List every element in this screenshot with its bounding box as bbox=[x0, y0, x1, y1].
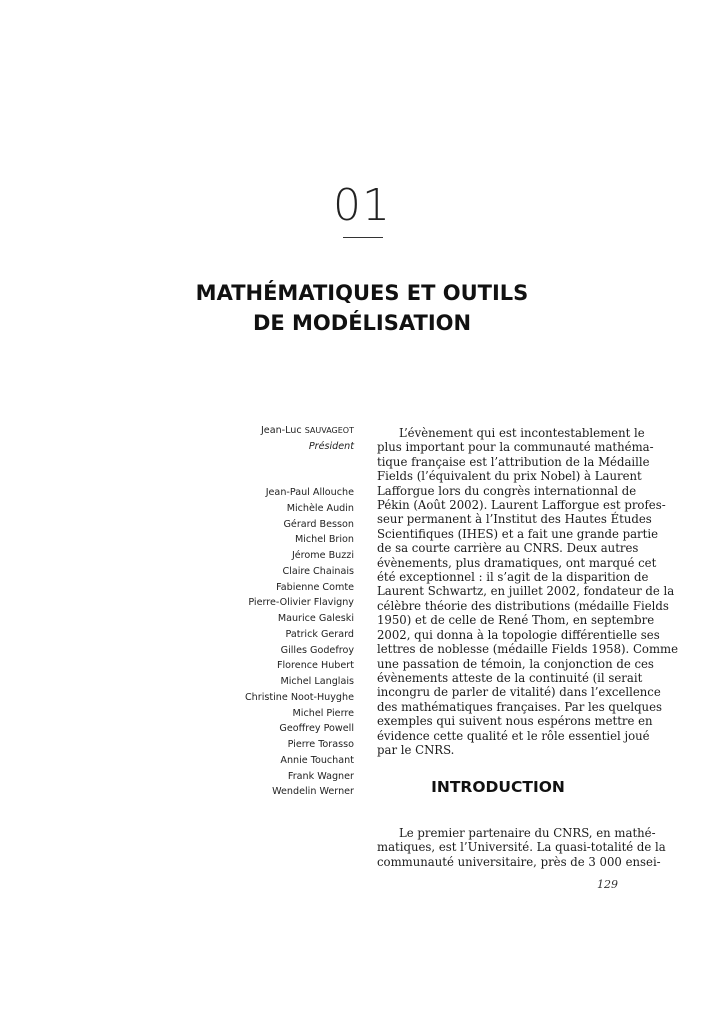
text-line: évènements, plus dramatiques, ont marqué cet bbox=[377, 555, 657, 570]
intro-paragraph bbox=[377, 426, 679, 757]
text-line: matiques, est l’Université. La quasi-totalité de la bbox=[377, 840, 666, 855]
member-name: Claire Chainais bbox=[282, 565, 354, 577]
text-line: Laurent Schwartz, en juillet 2002, fondateur de la bbox=[377, 584, 675, 599]
text-line: Lafforgue lors du congrès internationnal de bbox=[377, 483, 637, 498]
member-name: Maurice Galeski bbox=[277, 613, 354, 624]
member-name: Michel Brion bbox=[294, 534, 354, 546]
member-name: Michel Pierre bbox=[292, 707, 354, 719]
president-last-name: SAUVAGEOT bbox=[304, 426, 354, 435]
section-heading: INTRODUCTION bbox=[431, 778, 565, 796]
text-line: évidence cette qualité et le rôle essentiel joué bbox=[377, 728, 650, 743]
member-name: Jérome Buzzi bbox=[291, 550, 354, 561]
text-line: célèbre théorie des distributions (médaille Fields bbox=[377, 598, 669, 613]
text-line: 1950) et de celle de René Thom, en septembre bbox=[377, 613, 655, 628]
chapter-title bbox=[0, 278, 724, 338]
member-name: Wendelin Werner bbox=[272, 786, 354, 798]
text-line: tique française est l’attribution de la Médaille bbox=[377, 454, 650, 469]
president-name bbox=[134, 423, 354, 439]
member-name: Patrick Gerard bbox=[285, 628, 354, 640]
member-name: Gilles Godefroy bbox=[280, 644, 354, 656]
member-name: Annie Touchant bbox=[280, 754, 354, 766]
committee-sidebar bbox=[134, 423, 354, 800]
text-line: Le premier partenaire du CNRS, en mathé- bbox=[399, 826, 656, 840]
text-line: incongru de parler de vitalité) dans l’excellence bbox=[377, 685, 661, 700]
text-line: Fields (l’équivalent du prix Nobel) à Laurent bbox=[377, 469, 642, 484]
text-line: été exceptionnel : il s’agit de la disparition de bbox=[377, 570, 649, 585]
member-name: Pierre-Olivier Flavigny bbox=[248, 597, 354, 609]
member-name: Michel Langlais bbox=[280, 676, 354, 687]
member-name: Frank Wagner bbox=[287, 770, 354, 782]
text-line: Pékin (Août 2002). Laurent Lafforgue est profes- bbox=[377, 498, 666, 513]
chapter-number: 01 bbox=[333, 180, 391, 231]
text-line: L’évènement qui est incontestablement le bbox=[399, 426, 645, 440]
chapter-title-line-1: MATHÉMATIQUES ET OUTILS bbox=[195, 281, 529, 305]
member-name: Pierre Torasso bbox=[287, 739, 354, 750]
introduction-paragraph bbox=[377, 826, 666, 869]
text-line: lettres de noblesse (médaille Fields 1958). Comme bbox=[377, 642, 679, 657]
member-name: Florence Hubert bbox=[277, 660, 354, 672]
text-line: par le CNRS. bbox=[377, 742, 455, 757]
text-line: communauté universitaire, près de 3 000 ensei- bbox=[377, 854, 661, 869]
text-line: 2002, qui donna à la topologie différentielle ses bbox=[377, 627, 660, 642]
text-line: de sa courte carrière au CNRS. Deux autres bbox=[377, 541, 639, 556]
chapter-divider bbox=[343, 237, 383, 238]
text-line: seur permanent à l’Institut des Hautes Études bbox=[377, 512, 652, 527]
text-line: des mathématiques françaises. Par les quelques bbox=[377, 699, 662, 714]
text-line: une passation de témoin, la conjonction de ces bbox=[377, 656, 654, 671]
text-line: plus important pour la communauté mathéma- bbox=[377, 440, 654, 455]
member-list bbox=[134, 485, 354, 800]
president-role: Président bbox=[308, 441, 354, 452]
chapter-title-line-2: DE MODÉLISATION bbox=[252, 311, 472, 335]
president-first-name: Jean-Luc bbox=[260, 425, 305, 436]
text-line: évènements atteste de la continuité (il serait bbox=[377, 670, 643, 685]
member-name: Christine Noot-Huyghe bbox=[244, 691, 354, 703]
member-name: Michèle Audin bbox=[286, 502, 354, 514]
text-line: Scientifiques (IHES) et a fait une grande partie bbox=[377, 526, 658, 541]
member-name: Jean-Paul Allouche bbox=[265, 487, 354, 498]
text-line: exemples qui suivent nous espérons mettre en bbox=[377, 714, 653, 729]
member-name: Gérard Besson bbox=[283, 518, 354, 530]
member-name: Fabienne Comte bbox=[276, 581, 354, 593]
member-name: Geoffrey Powell bbox=[279, 723, 354, 735]
page-number: 129 bbox=[597, 878, 618, 891]
